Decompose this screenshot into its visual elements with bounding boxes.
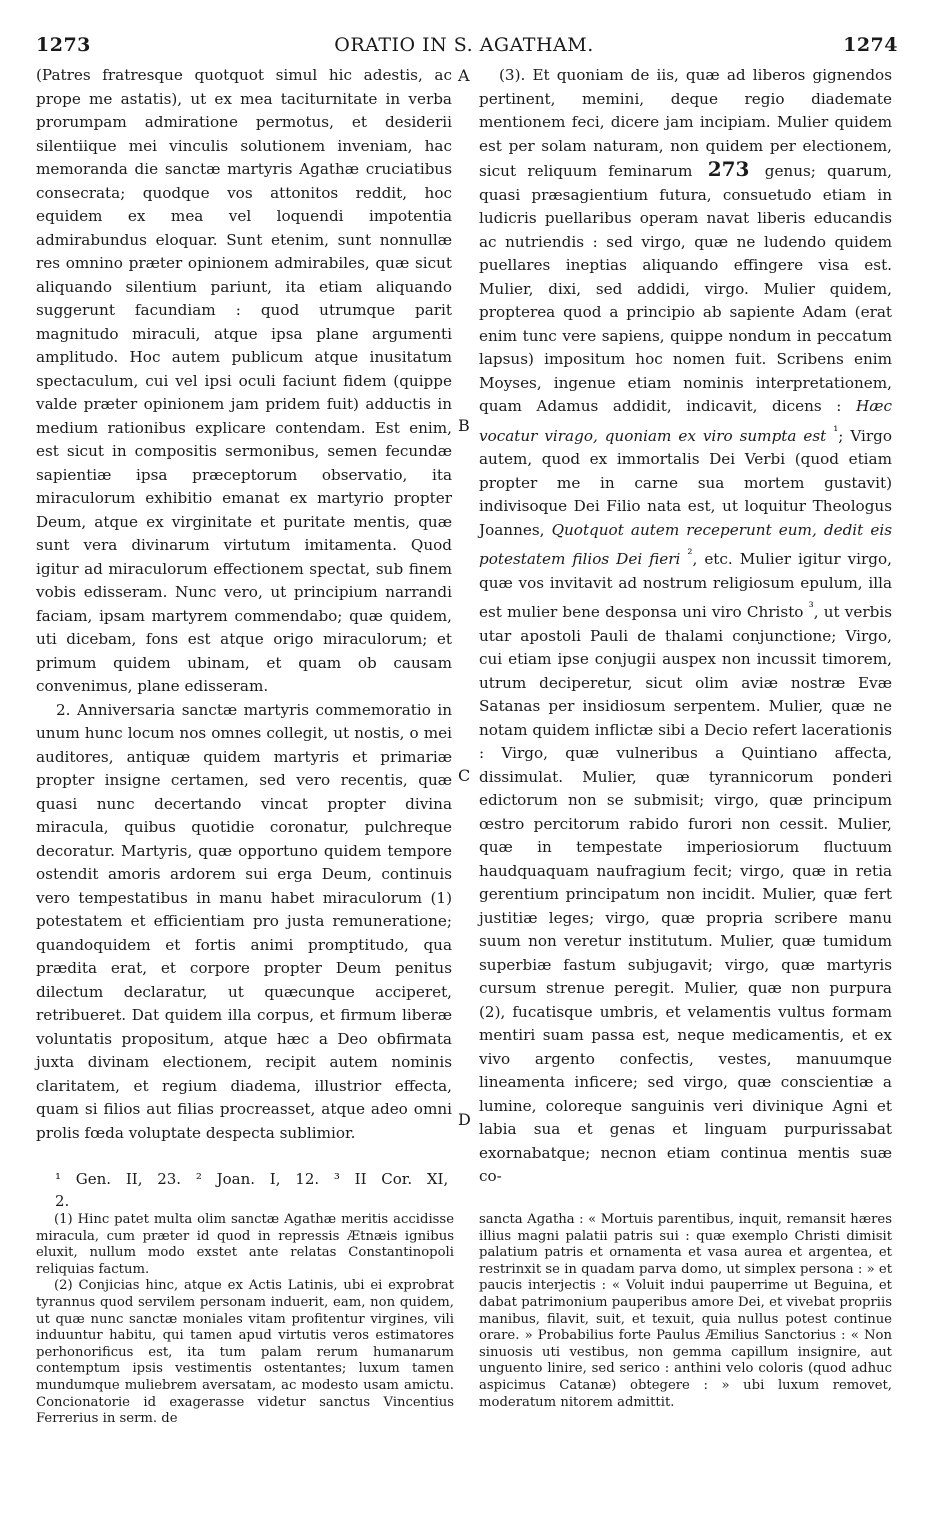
margin-letter-d: D bbox=[458, 1110, 471, 1129]
running-title: ORATIO IN S. AGATHAM. bbox=[334, 34, 594, 56]
footnote-marker-2: ² bbox=[687, 546, 693, 562]
inline-page-number: 273 bbox=[707, 157, 750, 181]
right-column bbox=[479, 64, 892, 1189]
quote-john: Quotquot autem receperunt eum, dedit eis potestatem filios Dei fieri bbox=[479, 520, 892, 569]
footnote-marker-3: ³ bbox=[808, 599, 814, 615]
p3-text-e: , ut verbis utar apostoli Pauli de thalami conjunctione; Virgo, cui etiam ipse conjugii auspex non incussit timorem, utrum deciperetur, sicut olim aviæ nostræ Evæ Satanas per insidiosum serpentem. Mulier, quæ ne notam quidem inflictæ sibi a Decio refert lacerationis : Virgo, quæ vulneribus a Quintiano affecta, dissimulat. Mulier, quæ tyrannicorum ponderi edictorum non se submisit; virgo, quæ principum œstro percitorum rabido furori non cessit. Mulier, quæ in tempestate imperiosiorum fluctuum haudquaquam naufragium fecit; virgo, quæ in retia gerentium principatum non incidit. Mulier, quæ fert justitiæ leges; virgo, quæ propria scribere manu suum non veretur institutum. Mulier, quæ tumidum superbiæ fastum subjugavit; virgo, quæ martyris cursum strenue peregit. Mulier, quæ non purpura (2), fucatisque umbris, et velamentis vultus formam mentiri suam passa est, neque medicamentis, et ex vivo argento confectis, vestes, manuumque lineamenta inficere; sed virgo, quæ conscientiæ a lumine, coloreque sanguinis veri divinique Agni et labia sua et genas et linguam purpurissabat exornabatque; necnon etiam continua mentis suæ co- bbox=[479, 603, 893, 1186]
margin-letter-a: A bbox=[458, 66, 470, 85]
left-column bbox=[36, 64, 452, 1145]
scripture-references: ¹ Gen. II, 23. ² Joan. I, 12. ³ II Cor. XI, 2. bbox=[55, 1170, 449, 1210]
footnotes-left bbox=[36, 1212, 454, 1428]
p3-text-c: ; Virgo autem, quod ex immortalis Dei Verbi (quod etiam propter me in carne sua mortem gustavit) indivisoque Dei Filio nata est, ut loquitur Theologus Joannes, bbox=[479, 426, 893, 539]
paragraph-3 bbox=[479, 64, 892, 1189]
footnote-1: (1) Hinc patet multa olim sanctæ Agathæ meritis accidisse miracula, cum præter id quod in repressis Ætnæis ignibus eluxit, nullum modo exstet ante relatas Constantinopoli reliquias factum. bbox=[36, 1212, 454, 1277]
paragraph-2: 2. Anniversaria sanctæ martyris commemoratio in unum hunc locum nos omnes collegit, ut nostis, o mei auditores, antiquæ quidem martyris et primariæ propter insigne certamen, sed vero recentis, quæ quasi nunc decertando vincat propter divina miracula, quibus quotidie coronatur, pulchreque decoratur. Martyris, quæ opportuno quidem tempore ostendit amoris ardorem sui erga Deum, continuis vero tempestatibus in manu habet miraculorum (1) potestatem et efficientiam pro justa remuneratione; quandoquidem et fortis animi promptitudo, qua prædita erat, et corpore propter Deum penitus dilectum declaratur, ut quæcunque acciperet, retribueret. Dat quidem illa corpus, et firmum liberæ voluntatis propositum, atque hæc a Deo obfirmata juxta divinam electionem, recipit autem nominis claritatem, et regium diadema, illustrior effecta, quam si filios aut filias procreasset, atque adeo omni prolis fœda voluptate despecta sublimior. bbox=[36, 700, 452, 1142]
paragraph-1: (Patres fratresque quotquot simul hic adestis, ac prope me astatis), ut ex mea taciturnitate in verba prorumpam admiratione permotus, et desiderii silentiique mei vinculis solutionem inveniam, hac memoranda die sanctæ martyris Agathæ cruciatibus consecrata; quodque vos attonitos reddit, hoc equidem ex mea vel loquendi impotentia admirabundus eloquar. Sunt etenim, sunt nonnullæ res omnino præter opinionem admirabiles, quæ sicut aliquando silentium pariunt, ita etiam aliquando suggerunt facundiam : quod utrumque parit magnitudo miraculi, atque ipsa plane argumenti amplitudo. Hoc autem publicum atque inusitatum spectaculum, cui vel ipsi oculi faciunt fidem (quippe valde præter opinionem jam pridem fuit) adductis in medium rationibus explicare contendam. Est enim, est sicut in compositis sermonibus, semen fecundæ sapientiæ ipsa præceptorum observatio, ita miraculorum exhibitio emanat ex martyrio propter Deum, atque ex virginitate et puritate mentis, quæ sunt vera divinarum virtutum imitamenta. Quod igitur ad miraculorum effectionem spectat, sub finem vobis edisseram. Nunc vero, ut principium narrandi faciam, ipsam martyrem commendabo; quæ quidem, uti dicebam, fons est atque origo miraculorum; et primum quidem ubinam, et quam ob causam convenimus, plane edisseram. bbox=[36, 66, 452, 695]
right-page-number: 1274 bbox=[843, 34, 898, 56]
footnote-2-continued: sancta Agatha : « Mortuis parentibus, inquit, remansit hæres illius magni palatii patris sui : quæ exemplo Christi dimisit palatium patris et ornamenta et vasa aurea et argentea, et restrinxit se in quadam parva domo, ut simplex persona : » et paucis interjectis : « Voluit indui pauperrime ut Beguina, et dabat patrimonium pauperibus amore Dei, et vivebat propriis manibus, filavit, suit, et texuit, quia nullus potest continue orare. » Probabilius forte Paulus Æmilius Sanctorius : « Non sinuosis uti vestibus, non gemma capillum insignire, aut unguento linire, sed serico : anthini velo coloris (quod adhuc aspicimus Catanæ) obtegere : » ubi luxum removet, moderatum nitorem admittit. bbox=[479, 1212, 892, 1410]
p3-text-d: , etc. Mulier igitur virgo, quæ vos invitavit ad nostrum religiosum epulum, illa est mulier bene desponsa uni viro Christo bbox=[479, 550, 892, 622]
footnote-2: (2) Conjicias hinc, atque ex Actis Latinis, ubi ei exprobrat tyrannus quod servilem personam induerit, eam, non quidem, ut quæ nunc sanctæ moniales vitam profitentur virgines, vili induuntur habitu, qui tamen apud virtutis veros estimatores perhonorificus est, ita tum palam rerum humanarum contemptum ipsis vestimentis ostentantes; luxum tamen mundumque muliebrem aversatam, ac modesto usam amictu. Concionatorie id exagerasse videtur sanctus Vincentius Ferrerius in serm. de bbox=[36, 1278, 454, 1427]
footnote-marker-1: ¹ bbox=[833, 422, 839, 438]
p3-text-a: (3). Et quoniam de iis, quæ ad liberos gignendos pertinent, memini, deque regio diademate mentionem feci, dicere jam incipiam. Mulier quidem est per solam naturam, non quidem per electionem, sicut reliquum feminarum bbox=[479, 66, 892, 180]
p3-text-b: genus; quarum, quasi præsagientium futura, consuetudo etiam in ludicris puellaribus operam navat liberis educandis ac nutriendis : sed virgo, quæ ne ludendo quidem puellares ineptias aliquando effingere visa est. Mulier, dixi, sed addidi, virgo. Mulier quidem, propterea quod a principio ab sapiente Adam (erat enim tunc vere sapiens, quippe nondum in peccatum lapsus) impositum hoc nomen fuit. Scribens enim Moyses, ingenue etiam nominis interpretationem, quam Adamus addidit, indicavit, dicens : bbox=[479, 162, 893, 415]
margin-letter-c: C bbox=[458, 766, 471, 785]
footnotes-right bbox=[479, 1212, 892, 1411]
left-page-number: 1273 bbox=[36, 34, 91, 56]
margin-letter-b: B bbox=[458, 416, 470, 435]
quote-genesis: Hæc vocatur virago, quoniam ex viro sumpta est bbox=[479, 397, 892, 445]
